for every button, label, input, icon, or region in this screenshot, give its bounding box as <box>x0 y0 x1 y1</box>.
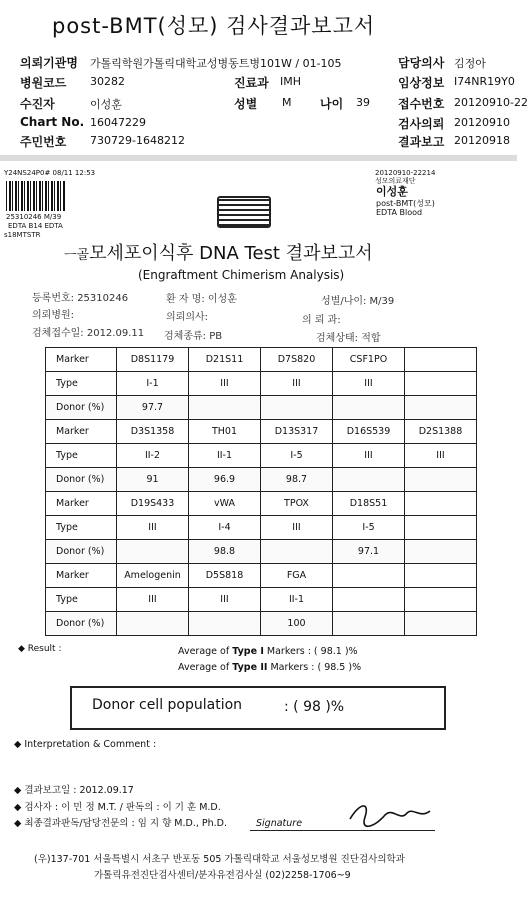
average-prefix: Average of <box>178 662 230 673</box>
table-row <box>46 348 477 372</box>
table-row <box>46 588 477 612</box>
result-label: ◆ Result : <box>18 644 62 654</box>
stamp-test: post-BMT(성모) <box>376 199 435 208</box>
table-row <box>46 492 477 516</box>
header-label: 담당의사 <box>398 56 445 70</box>
table-row <box>46 564 477 588</box>
marker-name: D5S818 <box>189 564 261 588</box>
marker-type <box>405 588 477 612</box>
marker-name: D3S1358 <box>117 420 189 444</box>
marker-table <box>45 347 477 636</box>
header-value: I74NR19Y0 <box>454 75 515 88</box>
donor-cell-label: Donor cell population <box>92 697 243 713</box>
marker-name <box>405 492 477 516</box>
divider <box>0 155 517 161</box>
table-row <box>46 396 477 420</box>
header-label: 병원코드 <box>20 76 67 90</box>
header-label: 접수번호 <box>398 97 445 111</box>
marker-type: I-5 <box>261 444 333 468</box>
header-label: 임상정보 <box>398 76 445 90</box>
barcode-number: 25310246 M/39 <box>6 213 62 221</box>
average-type-i <box>178 646 358 657</box>
barcode-header: Y24NS24P0# 08/11 12:53 <box>4 169 96 177</box>
header-value: 20120910-22 <box>454 96 528 109</box>
marker-name <box>333 564 405 588</box>
donor-percent <box>405 468 477 492</box>
marker-type: III <box>405 444 477 468</box>
marker-name: TH01 <box>189 420 261 444</box>
requesting-department: 의 뢰 과: <box>302 315 341 326</box>
donor-percent <box>189 612 261 636</box>
donor-percent <box>405 612 477 636</box>
header-label: 의뢰기관명 <box>20 56 78 70</box>
marker-name: D16S539 <box>333 420 405 444</box>
row-label: Type <box>46 588 117 612</box>
header-value: 김정아 <box>454 57 486 70</box>
donor-percent <box>405 396 477 420</box>
specimen-status: 검체상태: 적합 <box>316 333 381 344</box>
donor-percent: 96.9 <box>189 468 261 492</box>
average-prefix: Average of <box>178 646 230 657</box>
donor-percent <box>333 468 405 492</box>
header-label: Chart No. <box>20 115 85 129</box>
marker-type: I-4 <box>189 516 261 540</box>
marker-type: III <box>333 444 405 468</box>
row-label: Type <box>46 372 117 396</box>
donor-percent <box>117 540 189 564</box>
signature-label: Signature <box>256 818 303 829</box>
stamp-number: 20120910-22214 <box>375 169 436 177</box>
marker-type: III <box>117 516 189 540</box>
marker-type: I-1 <box>117 372 189 396</box>
marker-name: FGA <box>261 564 333 588</box>
marker-type: II-1 <box>189 444 261 468</box>
table-row <box>46 372 477 396</box>
donor-percent <box>405 540 477 564</box>
header-label: 주민번호 <box>20 135 67 149</box>
marker-name: D8S1179 <box>117 348 189 372</box>
address-line-2: 가톨릭유전진단검사센터/분자유전검사실 (02)2258-1706~9 <box>94 870 351 881</box>
address-line-1: (우)137-701 서울특별시 서초구 반포동 505 가톨릭대학교 서울성모병원 진단검사의학과 <box>34 854 405 865</box>
examiners: ◆ 검사자 : 이 민 정 M.T. / 판독의 : 이 기 훈 M.D. <box>14 802 221 813</box>
requesting-doctor: 의뢰의사: <box>166 312 209 323</box>
average-value: Markers : ( 98.5 )% <box>270 662 362 673</box>
header-label: 나이 <box>320 97 344 111</box>
row-label: Marker <box>46 492 117 516</box>
header-label: 결과보고 <box>398 135 445 149</box>
received-date: 검체접수일: 2012.09.11 <box>32 328 145 339</box>
lab-logo <box>217 196 271 228</box>
interpretation-comment: ◆ Interpretation & Comment : <box>14 739 157 750</box>
header-value: IMH <box>280 75 302 88</box>
table-row <box>46 420 477 444</box>
donor-percent <box>261 396 333 420</box>
marker-name: TPOX <box>261 492 333 516</box>
average-value: Markers : ( 98.1 )% <box>266 646 358 657</box>
donor-cell-value: : ( 98 )% <box>284 699 345 715</box>
donor-percent <box>333 396 405 420</box>
header-label: 검사의뢰 <box>398 117 445 131</box>
final-reviewer: ◆ 최종결과판독/담당전문의 : 임 지 향 M.D., Ph.D. <box>14 818 227 829</box>
marker-name: vWA <box>189 492 261 516</box>
marker-name <box>405 348 477 372</box>
donor-percent <box>189 396 261 420</box>
donor-percent: 100 <box>261 612 333 636</box>
marker-type: I-5 <box>333 516 405 540</box>
marker-type <box>333 588 405 612</box>
header-value: 20120910 <box>454 116 510 129</box>
donor-percent: 91 <box>117 468 189 492</box>
header-label: 성별 <box>234 97 258 111</box>
header-value: 30282 <box>90 75 125 88</box>
patient-name: 환 자 명: 이성훈 <box>166 294 237 305</box>
marker-name: D21S11 <box>189 348 261 372</box>
donor-cell-box <box>70 686 446 730</box>
registration-number: 등록번호: 25310246 <box>32 293 129 304</box>
row-label: Marker <box>46 564 117 588</box>
row-label: Type <box>46 516 117 540</box>
row-label: Donor (%) <box>46 612 117 636</box>
donor-percent <box>117 612 189 636</box>
marker-name <box>405 564 477 588</box>
table-row <box>46 444 477 468</box>
stamp-sample: EDTA Blood <box>376 208 423 217</box>
report-subtitle: (Engraftment Chimerism Analysis) <box>138 268 345 282</box>
marker-name: D7S820 <box>261 348 333 372</box>
table-row <box>46 612 477 636</box>
marker-type <box>405 516 477 540</box>
header-value: 이성훈 <box>90 98 122 111</box>
donor-percent: 98.7 <box>261 468 333 492</box>
marker-name: Amelogenin <box>117 564 189 588</box>
signature-scribble <box>345 797 435 831</box>
marker-type: III <box>261 516 333 540</box>
row-label: Donor (%) <box>46 540 117 564</box>
average-type-ii <box>178 662 361 673</box>
marker-type: II-2 <box>117 444 189 468</box>
type-label: Type I <box>232 646 264 657</box>
marker-type <box>405 372 477 396</box>
header-label: 진료과 <box>234 76 269 90</box>
row-label: Donor (%) <box>46 396 117 420</box>
header-value: 가톨릭학원가톨릭대학교성병동트병101W / 01-105 <box>90 57 342 70</box>
report-title-text: 모세포이식후 DNA Test 결과보고서 <box>89 243 373 264</box>
donor-percent <box>333 612 405 636</box>
marker-name: D18S51 <box>333 492 405 516</box>
row-label: Donor (%) <box>46 468 117 492</box>
donor-percent: 97.1 <box>333 540 405 564</box>
sex-age: 성별/나이: M/39 <box>321 296 395 307</box>
header-value: 730729-1648212 <box>90 134 185 147</box>
marker-type: III <box>189 588 261 612</box>
table-row <box>46 540 477 564</box>
marker-name: D2S1388 <box>405 420 477 444</box>
header-label: 수진자 <box>20 97 55 111</box>
row-label: Marker <box>46 420 117 444</box>
table-row <box>46 516 477 540</box>
marker-type: III <box>117 588 189 612</box>
report-title-prefix: ㅡ골 <box>64 248 90 263</box>
report-date: ◆ 결과보고일 : 2012.09.17 <box>14 785 134 796</box>
row-label: Type <box>46 444 117 468</box>
type-label: Type II <box>232 662 268 673</box>
donor-percent: 98.8 <box>189 540 261 564</box>
marker-type: III <box>189 372 261 396</box>
marker-type: II-1 <box>261 588 333 612</box>
row-label: Marker <box>46 348 117 372</box>
donor-percent: 97.7 <box>117 396 189 420</box>
page-title: post-BMT(성모) 검사결과보고서 <box>52 14 376 38</box>
header-value: 20120918 <box>454 134 510 147</box>
marker-name: D13S317 <box>261 420 333 444</box>
marker-name: CSF1PO <box>333 348 405 372</box>
header-value: 16047229 <box>90 116 146 129</box>
stamp-organization: 성모의료재단 <box>375 177 416 185</box>
report-title <box>64 239 373 265</box>
stamp-patient-name: 이성훈 <box>376 185 408 198</box>
header-value: 39 <box>356 96 370 109</box>
specimen-type: 검체종류: PB <box>164 331 223 342</box>
marker-type: III <box>261 372 333 396</box>
donor-percent <box>261 540 333 564</box>
requesting-hospital: 의뢰병원: <box>32 310 75 321</box>
table-row <box>46 468 477 492</box>
barcode <box>6 181 66 211</box>
marker-type: III <box>333 372 405 396</box>
barcode-specimen: EDTA B14 EDTA <box>8 222 63 230</box>
barcode-code: s18MTSTR <box>4 231 41 239</box>
header-value: M <box>282 96 292 109</box>
marker-name: D19S433 <box>117 492 189 516</box>
